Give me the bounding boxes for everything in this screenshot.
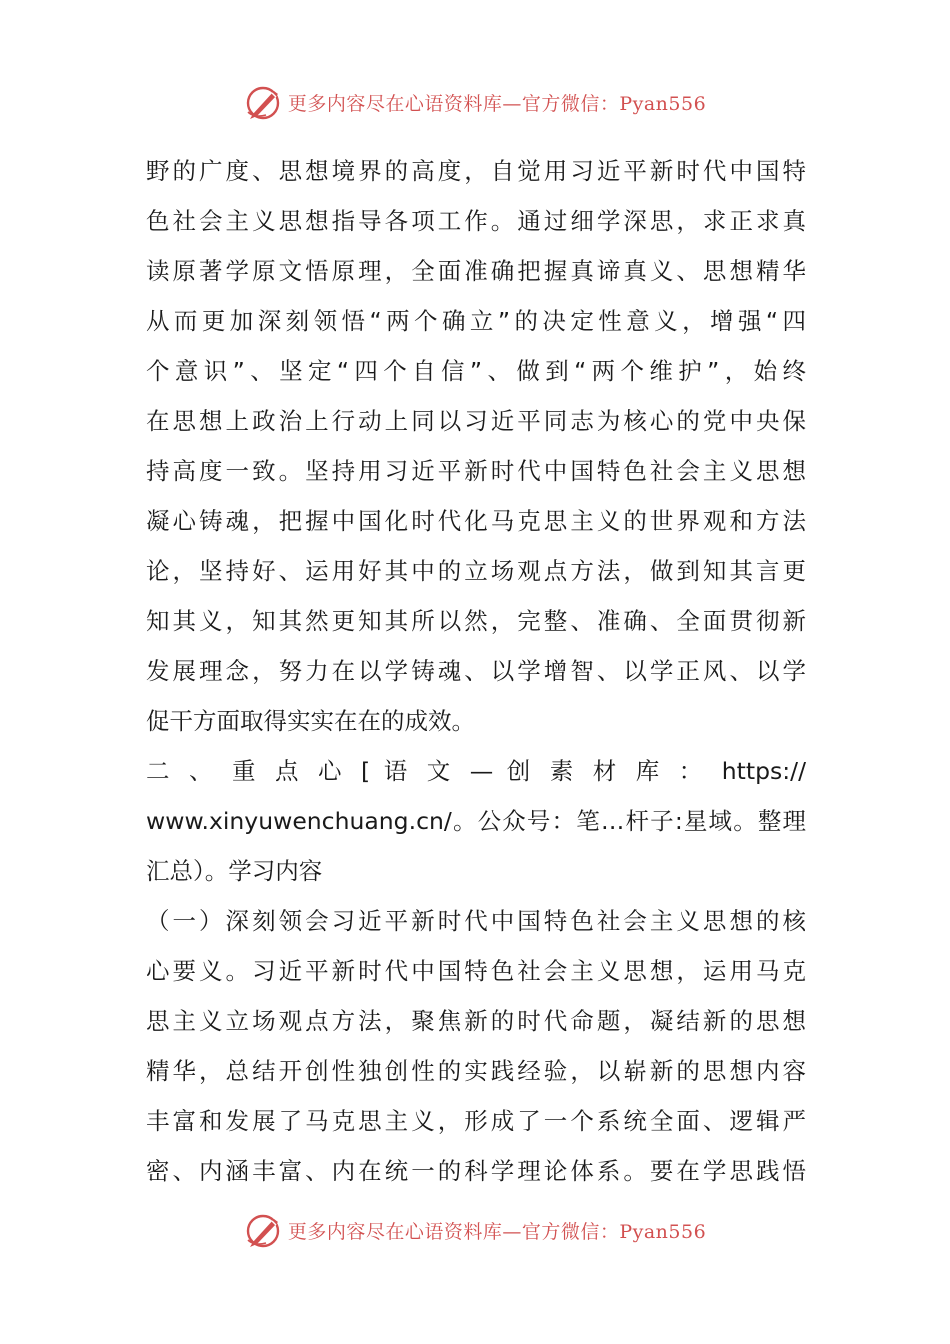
text-line: 丰富和发展了马克思主义，形成了一个系统全面、逻辑严 (146, 1107, 806, 1135)
text-line: 知其义，知其然更知其所以然，完整、准确、全面贯彻新 (146, 607, 806, 635)
document-body (146, 146, 806, 1196)
text-line: 精华，总结开创性独创性的实践经验，以崭新的思想内容 (146, 1057, 806, 1085)
subsection-heading-line: （一）深刻领会习近平新时代中国特色社会主义思想的核 (146, 907, 806, 935)
pen-circle-logo-icon (244, 82, 284, 122)
text-line: 论，坚持好、运用好其中的立场观点方法，做到知其言更 (146, 557, 806, 585)
footer-banner-text: 更多内容尽在心语资料库—官方微信：Pyan556 (287, 1220, 707, 1243)
section-heading-line: 二 、 重 点 心 [ 语 文 — 创 素 材 库 ： https:// (146, 757, 806, 785)
text-line: 凝心铸魂，把握中国化时代化马克思主义的世界观和方法 (146, 507, 806, 535)
header-banner-text: 更多内容尽在心语资料库—官方微信：Pyan556 (287, 92, 707, 115)
footer-banner (0, 1208, 950, 1252)
text-line: 发展理念，努力在以学铸魂、以学增智、以学正风、以学 (146, 657, 806, 685)
text-line: 汇总）。学习内容 (146, 857, 323, 885)
text-line: 野的广度、思想境界的高度，自觉用习近平新时代中国特 (146, 157, 806, 185)
text-line: 读原著学原文悟原理，全面准确把握真谛真义、思想精华 (146, 257, 806, 285)
text-line: 促干方面取得实实在在的成效。 (146, 707, 475, 735)
text-line: 色社会主义思想指导各项工作。通过细学深思，求正求真 (146, 207, 806, 235)
text-line: 密、内涵丰富、内在统一的科学理论体系。要在学思践悟 (146, 1157, 806, 1185)
text-line: www.xinyuwenchuang.cn/。公众号：笔…杆子:星域。整理 (146, 807, 806, 835)
text-line: 在思想上政治上行动上同以习近平同志为核心的党中央保 (146, 407, 806, 435)
text-line: 思主义立场观点方法，聚焦新的时代命题，凝结新的思想 (146, 1007, 806, 1035)
text-line: 从而更加深刻领悟“两个确立”的决定性意义，增强“四 (146, 307, 806, 335)
text-line: 个意识”、坚定“四个自信”、做到“两个维护”，始终 (146, 357, 806, 385)
header-banner (0, 80, 950, 124)
pen-circle-logo-icon (244, 1210, 284, 1250)
text-line: 心要义。习近平新时代中国特色社会主义思想，运用马克 (146, 957, 806, 985)
text-line: 持高度一致。坚持用习近平新时代中国特色社会主义思想 (146, 457, 806, 485)
